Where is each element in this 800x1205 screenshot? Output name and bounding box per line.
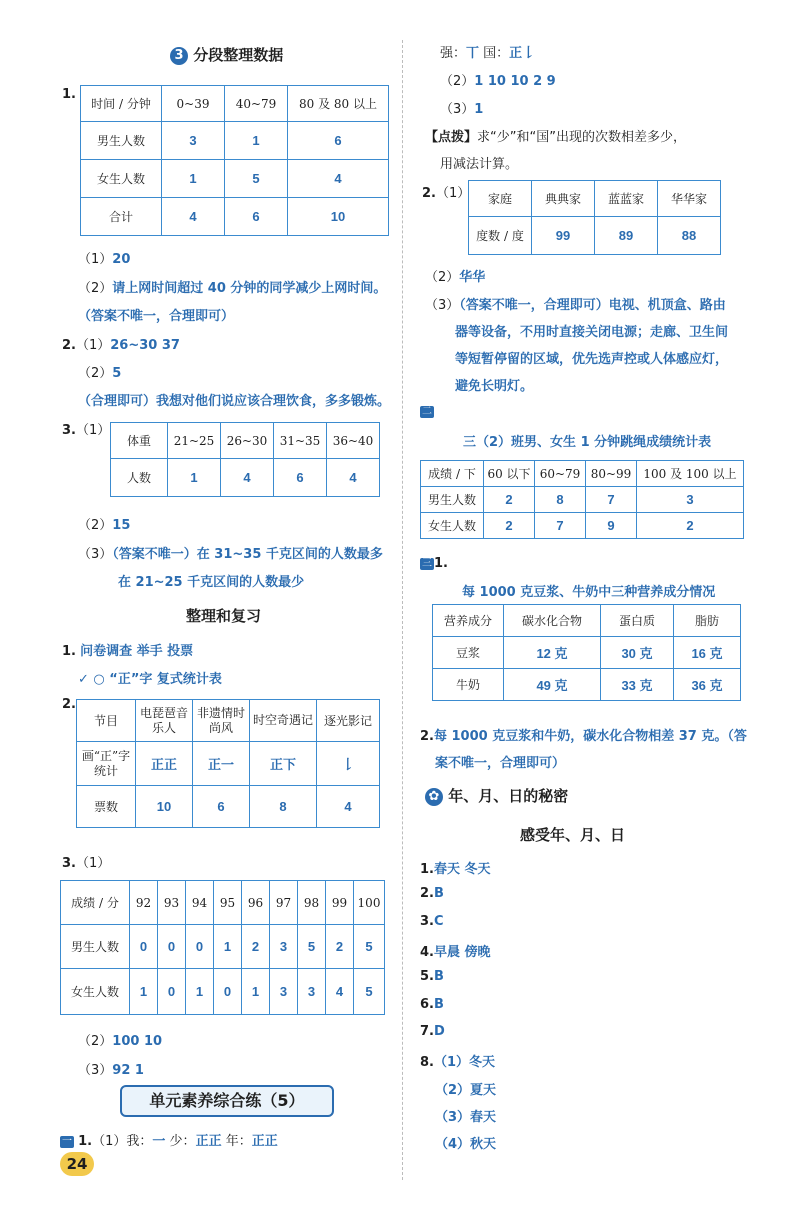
table-cell: 5 <box>225 160 288 198</box>
table-cell: 9 <box>586 513 637 539</box>
table-cell: 4 <box>317 786 380 828</box>
table-cell: 票数 <box>77 786 136 828</box>
table-cell: 8 <box>250 786 317 828</box>
answer-line: （2）100 10 <box>78 1034 163 1049</box>
table-cell: 0 <box>130 925 158 969</box>
table-cell: 牛奶 <box>433 669 504 701</box>
answer-line: （3）92 1 <box>78 1063 144 1078</box>
table-cell: 99 <box>326 881 354 925</box>
table-cell: 12 克 <box>504 637 601 669</box>
list-item: （2）夏天 <box>435 1083 497 1098</box>
table-cell: 4 <box>326 969 354 1015</box>
weight-table <box>110 422 380 497</box>
answer-line: （2）请上网时间超过 40 分钟的同学减少上网时间。 <box>78 281 387 296</box>
table-cell: 时间 / 分钟 <box>81 86 162 122</box>
nutrition-table <box>432 604 741 701</box>
table-cell: 1 <box>168 459 221 497</box>
table-cell: 3 <box>162 122 225 160</box>
table-cell: 男生人数 <box>61 925 130 969</box>
list-item: 5.B <box>420 969 444 984</box>
table-cell: 华华家 <box>658 181 721 217</box>
program-vote-table <box>76 699 380 828</box>
column-divider <box>402 40 403 1180</box>
answer-line: 强：丅 国：正𠄌 <box>440 46 536 61</box>
answer-line: 避免长明灯。 <box>455 379 534 394</box>
table-cell: 电琵琶音乐人 <box>136 700 193 742</box>
table-cell: 正正 <box>136 742 193 786</box>
answer-line: （2）5 <box>78 366 122 381</box>
hint-line: 【点拨】求“少”和“国”出现的次数相差多少， <box>425 130 686 145</box>
table-cell: 99 <box>532 217 595 255</box>
table-cell: 10 <box>136 786 193 828</box>
table-cell: 80 及 80 以上 <box>288 86 389 122</box>
answer-line: 三 1. <box>422 556 448 571</box>
table-cell: 30 克 <box>601 637 674 669</box>
table-cell: 80~99 <box>586 461 637 487</box>
table-cell: 节目 <box>77 700 136 742</box>
table-cell: 男生人数 <box>81 122 162 160</box>
table-cell: 95 <box>214 881 242 925</box>
table-cell: 3 <box>270 925 298 969</box>
table-cell: 0 <box>158 925 186 969</box>
table-cell: 时空奇遇记 <box>250 700 317 742</box>
question-number: 1. <box>62 87 76 102</box>
answer-line: 等短暂停留的区域，优先选声控或人体感应灯， <box>455 352 729 367</box>
table-cell: 女生人数 <box>81 160 162 198</box>
table-cell: 1 <box>186 969 214 1015</box>
table-cell: 6 <box>225 198 288 236</box>
table-cell: 3 <box>298 969 326 1015</box>
table-cell: 合计 <box>81 198 162 236</box>
table-cell: 体重 <box>111 423 168 459</box>
table-cell: 0 <box>158 969 186 1015</box>
table-cell: 88 <box>658 217 721 255</box>
table-title: 每 1000 克豆浆、牛奶中三种营养成分情况 <box>462 585 716 600</box>
table-cell: 2 <box>484 513 535 539</box>
table-cell: 3 <box>270 969 298 1015</box>
table-cell: 1 <box>214 925 242 969</box>
table-cell: 98 <box>298 881 326 925</box>
table-cell: 度数 / 度 <box>469 217 532 255</box>
review-title: 整理和复习 <box>186 607 262 625</box>
table-cell: 21~25 <box>168 423 221 459</box>
answer-line: （合理即可）我想对他们说应该合理饮食，多多锻炼。 <box>78 394 391 409</box>
answer-line: 2.每 1000 克豆浆和牛奶，碳水化合物相差 37 克。（答 <box>420 729 747 744</box>
table-cell: 100 及 100 以上 <box>637 461 744 487</box>
table-cell: 2 <box>242 925 270 969</box>
table-cell: 女生人数 <box>61 969 130 1015</box>
table-cell: 16 克 <box>674 637 741 669</box>
table-cell: 31~35 <box>274 423 327 459</box>
table-cell: 豆浆 <box>433 637 504 669</box>
lesson-title: 感受年、月、日 <box>520 826 626 844</box>
list-item: 3.C <box>420 914 444 929</box>
section-heading <box>170 44 283 65</box>
table-cell: 典典家 <box>532 181 595 217</box>
section-two-icon: 二 <box>422 405 432 417</box>
chapter-badge-icon: ✿ <box>425 788 443 806</box>
answer-line: （3）（答案不唯一）在 31~35 千克区间的人数最多 <box>78 547 383 562</box>
table-cell: 94 <box>186 881 214 925</box>
table-cell: 7 <box>535 513 586 539</box>
answer-line: （3）（答案不唯一，合理即可）电视、机顶盒、路由 <box>425 298 726 313</box>
score-table <box>60 880 385 1015</box>
table-cell: 100 <box>354 881 385 925</box>
table-cell: 人数 <box>111 459 168 497</box>
list-item: 2.B <box>420 886 444 901</box>
table-cell: 26~30 <box>221 423 274 459</box>
internet-time-table <box>80 85 389 236</box>
list-item: 6.B <box>420 997 444 1012</box>
table-cell: 女生人数 <box>421 513 484 539</box>
table-cell: 4 <box>327 459 380 497</box>
table-cell: 0 <box>186 925 214 969</box>
section-one-icon: 一 <box>62 1135 72 1147</box>
answer-line: （2）15 <box>78 518 131 533</box>
list-item: （4）秋天 <box>435 1137 497 1152</box>
table-cell: 脂肪 <box>674 605 741 637</box>
table-cell: 4 <box>221 459 274 497</box>
answer-line: 3.（1） <box>62 856 111 871</box>
list-item: （3）春天 <box>435 1110 497 1125</box>
table-title: 三（2）班男、女生 1 分钟跳绳成绩统计表 <box>463 435 712 450</box>
answer-line: 2.（1） <box>422 186 471 201</box>
table-cell: 蓝蓝家 <box>595 181 658 217</box>
table-cell: 97 <box>270 881 298 925</box>
section-title: 分段整理数据 <box>193 46 284 64</box>
table-cell: 正一 <box>193 742 250 786</box>
table-cell: 6 <box>193 786 250 828</box>
table-cell: 营养成分 <box>433 605 504 637</box>
table-cell: 60~79 <box>535 461 586 487</box>
table-cell: 蛋白质 <box>601 605 674 637</box>
answer-line: 一 1.（1）我：一 少：正正 年：正正 <box>62 1134 278 1149</box>
table-cell: 碳水化合物 <box>504 605 601 637</box>
table-cell: 画“正”字统计 <box>77 742 136 786</box>
table-cell: 成绩 / 分 <box>61 881 130 925</box>
table-cell: 3 <box>637 487 744 513</box>
unit-practice-banner: 单元素养综合练（5） <box>120 1085 334 1117</box>
answer-line: ✓ ○ “正”字 复式统计表 <box>78 672 222 687</box>
table-cell: 36~40 <box>327 423 380 459</box>
table-cell: 4 <box>288 160 389 198</box>
table-cell: 0 <box>214 969 242 1015</box>
answer-line: 器等设备，不用时直接关闭电源；走廊、卫生间 <box>455 325 729 340</box>
table-cell: 96 <box>242 881 270 925</box>
table-cell: 正下 <box>250 742 317 786</box>
table-cell: 4 <box>162 198 225 236</box>
table-cell: 5 <box>354 969 385 1015</box>
answer-line: （3）1 <box>440 102 484 117</box>
table-cell: 60 以下 <box>484 461 535 487</box>
answer-line: （2）华华 <box>425 270 486 285</box>
answer-line: 案不唯一，合理即可） <box>435 756 566 771</box>
table-cell: 1 <box>162 160 225 198</box>
answer-line: （2）1 10 10 2 9 <box>440 74 556 89</box>
table-cell: 5 <box>354 925 385 969</box>
table-cell: 93 <box>158 881 186 925</box>
table-cell: 40~79 <box>225 86 288 122</box>
table-cell: 2 <box>484 487 535 513</box>
answer-line: 3.（1） <box>62 423 111 438</box>
table-cell: 1 <box>242 969 270 1015</box>
table-cell: 92 <box>130 881 158 925</box>
table-cell: 逐光影记 <box>317 700 380 742</box>
section-three-icon: 三 <box>422 557 432 569</box>
table-cell: 10 <box>288 198 389 236</box>
table-cell: 2 <box>326 925 354 969</box>
table-cell: 49 克 <box>504 669 601 701</box>
list-item: 1.春天 冬天 <box>420 862 491 877</box>
jump-rope-table <box>420 460 744 539</box>
answer-line: 2.（1）26~30 37 <box>62 338 180 353</box>
table-cell: 6 <box>274 459 327 497</box>
list-item: 7.D <box>420 1024 445 1039</box>
table-cell: 89 <box>595 217 658 255</box>
answer-line: （1）20 <box>78 252 131 267</box>
list-item: 8.（1）冬天 <box>420 1055 496 1070</box>
table-cell: 36 克 <box>674 669 741 701</box>
list-item: 4.早晨 傍晚 <box>420 945 491 960</box>
page-number: 24 <box>60 1152 94 1176</box>
section-number-badge: 3 <box>170 47 188 65</box>
table-cell: 男生人数 <box>421 487 484 513</box>
answer-line: （答案不唯一，合理即可） <box>78 309 235 324</box>
table-cell: 2 <box>637 513 744 539</box>
table-cell: 0~39 <box>162 86 225 122</box>
answer-line: 在 21~25 千克区间的人数最少 <box>118 575 305 590</box>
table-cell: 7 <box>586 487 637 513</box>
table-cell: 6 <box>288 122 389 160</box>
answer-line: 1. 问卷调查 举手 投票 <box>62 644 194 659</box>
table-cell: 1 <box>130 969 158 1015</box>
table-cell: 33 克 <box>601 669 674 701</box>
question-number: 2. <box>62 697 76 712</box>
table-cell: 𠄌 <box>317 742 380 786</box>
table-cell: 非遗情时尚风 <box>193 700 250 742</box>
table-cell: 成绩 / 下 <box>421 461 484 487</box>
table-cell: 5 <box>298 925 326 969</box>
hint-line: 用减法计算。 <box>440 157 519 172</box>
table-cell: 8 <box>535 487 586 513</box>
electricity-table <box>468 180 721 255</box>
table-cell: 1 <box>225 122 288 160</box>
chapter-heading <box>425 785 568 806</box>
chapter-title: 年、月、日的秘密 <box>448 787 569 805</box>
table-cell: 家庭 <box>469 181 532 217</box>
